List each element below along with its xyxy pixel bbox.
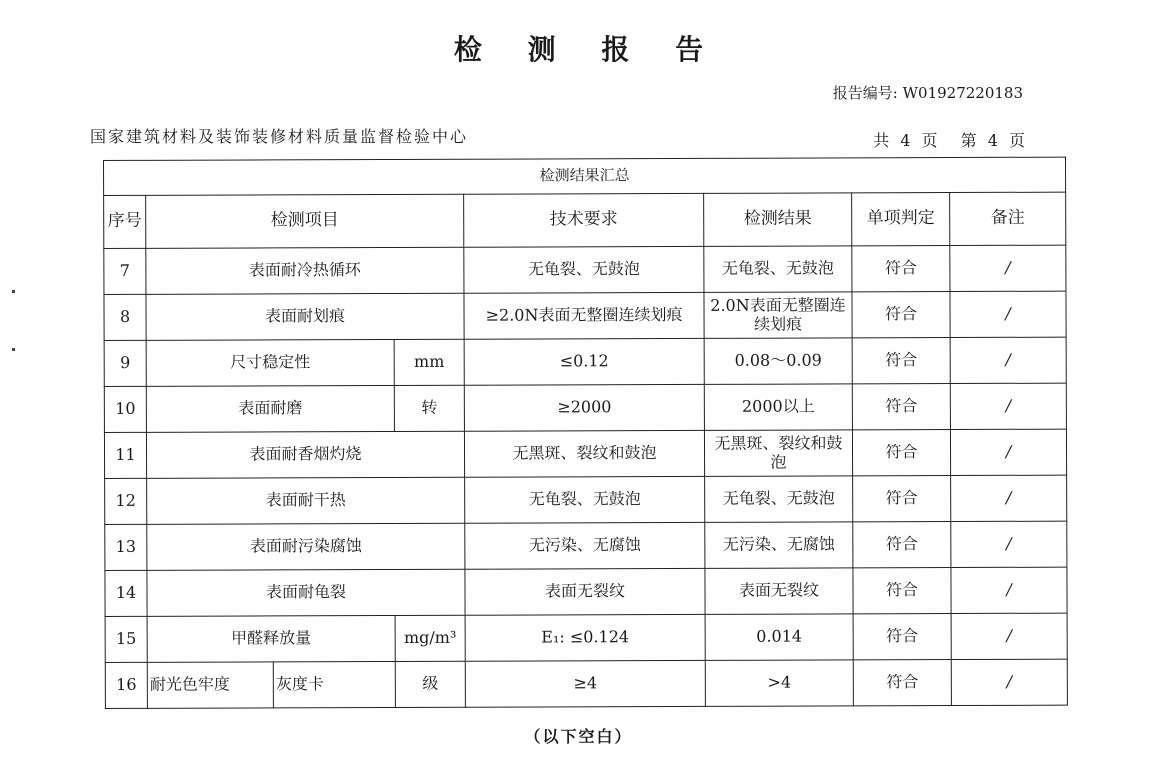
cell-result: 表面无裂纹: [705, 568, 853, 615]
table-row: [104, 291, 1066, 340]
cell-requirement: ≥2000: [464, 384, 704, 431]
pages-total: 共 4 页: [873, 131, 938, 150]
cell-seq: 14: [105, 570, 147, 616]
organization-name: 国家建筑材料及装饰装修材料质量监督检验中心: [90, 127, 469, 146]
scan-mark: [12, 348, 15, 351]
cell-result: 无龟裂、无鼓泡: [705, 476, 853, 523]
cell-verdict: 符合: [853, 660, 951, 706]
scan-mark: [12, 290, 15, 293]
page-indicator: [861, 128, 1025, 151]
table-row: [105, 475, 1067, 524]
cell-result: 2000以上: [704, 384, 852, 431]
cell-item: 表面耐磨: [146, 385, 394, 432]
cell-remark: /: [951, 475, 1067, 521]
table-row: [104, 337, 1066, 386]
cell-item: 尺寸稳定性: [146, 339, 394, 386]
cell-item: 表面耐冷热循环: [146, 247, 464, 294]
cell-verdict: 符合: [853, 614, 951, 660]
table-row: [104, 383, 1066, 432]
blank-below-note: （以下空白）: [524, 727, 633, 746]
header-item: 检测项目: [146, 194, 464, 248]
cell-remark: /: [950, 291, 1066, 337]
cell-requirement: 无龟裂、无鼓泡: [464, 246, 704, 293]
cell-result: 0.014: [705, 614, 853, 661]
cell-remark: /: [950, 429, 1066, 475]
table-row: [105, 613, 1067, 662]
cell-verdict: 符合: [852, 338, 950, 384]
cell-verdict: 符合: [852, 384, 950, 430]
cell-result: 无黑斑、裂纹和鼓泡: [704, 430, 852, 477]
cell-requirement: 表面无裂纹: [465, 568, 705, 615]
cell-seq: 8: [104, 294, 146, 340]
report-number: 报告编号: W01927220183: [832, 84, 1023, 102]
cell-result: 2.0N表面无整圈连续划痕: [704, 292, 852, 339]
cell-seq: 16: [105, 662, 147, 708]
cell-verdict: 符合: [853, 476, 951, 522]
cell-requirement: 无龟裂、无鼓泡: [465, 476, 705, 523]
table-row: [104, 429, 1066, 478]
table-banner: 检测结果汇总: [104, 157, 1066, 195]
cell-requirement: 无黑斑、裂纹和鼓泡: [464, 430, 704, 477]
cell-seq: 10: [104, 386, 146, 432]
cell-item: 耐光色牢度: [147, 662, 273, 708]
cell-requirement: ≤0.12: [464, 338, 704, 385]
cell-remark: /: [950, 383, 1066, 429]
cell-unit: 转: [394, 385, 464, 431]
table-row: [104, 245, 1066, 294]
table-row: [105, 567, 1067, 616]
cell-requirement: E₁: ≤0.124: [465, 614, 705, 661]
cell-seq: 13: [105, 524, 147, 570]
cell-seq: 7: [104, 248, 146, 294]
cell-seq: 15: [105, 616, 147, 662]
cell-verdict: 符合: [852, 430, 950, 476]
cell-remark: /: [951, 521, 1067, 567]
table-row: [105, 521, 1067, 570]
cell-item: 表面耐污染腐蚀: [147, 523, 465, 570]
header-remark: 备注: [950, 192, 1066, 245]
cell-requirement: 无污染、无腐蚀: [465, 522, 705, 569]
cell-result: 0.08～0.09: [704, 338, 852, 385]
cell-item: 表面耐龟裂: [147, 569, 465, 616]
cell-verdict: 符合: [853, 568, 951, 614]
cell-requirement: ≥2.0N表面无整圈连续划痕: [464, 292, 704, 339]
cell-remark: /: [951, 567, 1067, 613]
cell-item: 表面耐干热: [147, 477, 465, 524]
header-requirement: 技术要求: [464, 193, 704, 247]
header-verdict: 单项判定: [852, 193, 950, 246]
header-result: 检测结果: [704, 193, 852, 247]
header-seq: 序号: [104, 195, 146, 248]
cell-item: 甲醛释放量: [147, 615, 395, 662]
document-title: 检 测 报 告: [453, 33, 722, 66]
results-table: [103, 157, 1068, 709]
table-row: [105, 659, 1067, 708]
cell-unit: mm: [394, 339, 464, 385]
cell-item: 表面耐划痕: [146, 293, 464, 340]
pages-current: 第 4 页: [960, 131, 1025, 150]
cell-verdict: 符合: [852, 292, 950, 338]
cell-subitem: 灰度卡: [273, 661, 395, 707]
cell-result: 无污染、无腐蚀: [705, 522, 853, 569]
cell-result: 无龟裂、无鼓泡: [704, 246, 852, 293]
cell-remark: /: [950, 245, 1066, 291]
cell-verdict: 符合: [852, 246, 950, 292]
cell-requirement: ≥4: [465, 660, 705, 707]
cell-verdict: 符合: [853, 522, 951, 568]
cell-unit: mg/m³: [395, 615, 465, 661]
cell-seq: 12: [105, 478, 147, 524]
cell-result: >4: [705, 660, 853, 707]
cell-seq: 9: [104, 340, 146, 386]
table-header-row: [104, 192, 1066, 248]
cell-seq: 11: [104, 432, 146, 478]
cell-remark: /: [951, 613, 1067, 659]
cell-remark: /: [951, 659, 1067, 705]
cell-unit: 级: [395, 661, 465, 707]
cell-remark: /: [950, 337, 1066, 383]
cell-item: 表面耐香烟灼烧: [146, 431, 464, 478]
